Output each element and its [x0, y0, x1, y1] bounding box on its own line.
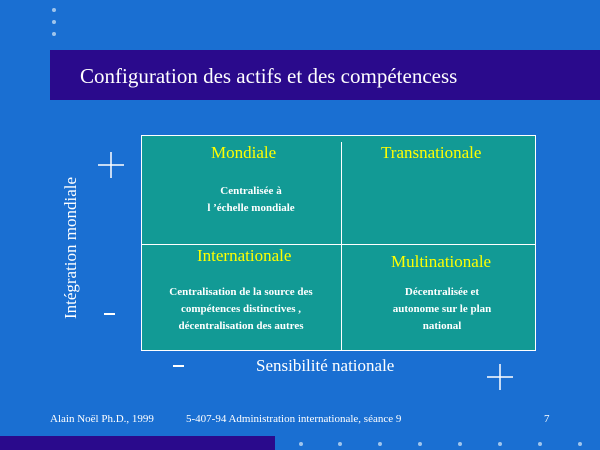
y-low-minus-icon: [104, 313, 115, 315]
vertical-divider: [341, 142, 342, 350]
quadrant-description-internationale: [146, 284, 336, 335]
decorative-dot: [338, 442, 342, 446]
decorative-dot: [498, 442, 502, 446]
decorative-dot: [52, 32, 56, 36]
description-line: Centralisation de la source des: [169, 286, 313, 298]
quadrant-description-mondiale: [191, 183, 311, 217]
description-line: national: [422, 320, 462, 332]
decorative-dot: [538, 442, 542, 446]
y-high-plus-icon: [96, 150, 126, 180]
x-axis-label: Sensibilité nationale: [256, 356, 395, 375]
description-line: autonome sur le plan: [392, 303, 492, 315]
bottom-bar: [0, 436, 275, 450]
description-line: compétences distinctives ,: [180, 303, 302, 315]
decorative-dot: [458, 442, 462, 446]
quadrant-title-transnationale: Transnationale: [381, 143, 482, 162]
decorative-dot: [418, 442, 422, 446]
quadrant-title-internationale: Internationale: [197, 246, 292, 265]
description-line: décentralisation des autres: [178, 320, 304, 332]
x-low-minus-icon: [173, 365, 184, 367]
decorative-dot: [578, 442, 582, 446]
description-line: Décentralisée et: [404, 286, 480, 298]
quadrant-title-multinationale: Multinationale: [391, 252, 492, 271]
slide-title: Configuration des actifs et des compétencess: [80, 64, 458, 88]
decorative-dot: [52, 20, 56, 24]
decorative-dot: [52, 8, 56, 12]
footer-page-number: 7: [544, 413, 550, 425]
quadrant-title-mondiale: Mondiale: [211, 143, 277, 162]
decorative-dot: [378, 442, 382, 446]
y-axis-label: Intégration mondiale: [61, 176, 80, 320]
description-line: Centralisée à: [220, 185, 282, 197]
footer-author: Alain Noël Ph.D., 1999: [50, 413, 154, 425]
title-bar: [50, 50, 600, 100]
decorative-dot: [299, 442, 303, 446]
description-line: l ’échelle mondiale: [207, 202, 295, 214]
horizontal-divider: [142, 244, 535, 245]
footer-course: 5-407-94 Administration internationale, séance 9: [186, 413, 402, 425]
configuration-matrix: [141, 135, 536, 351]
quadrant-description-multinationale: [367, 284, 517, 335]
x-high-plus-icon: [485, 362, 515, 392]
